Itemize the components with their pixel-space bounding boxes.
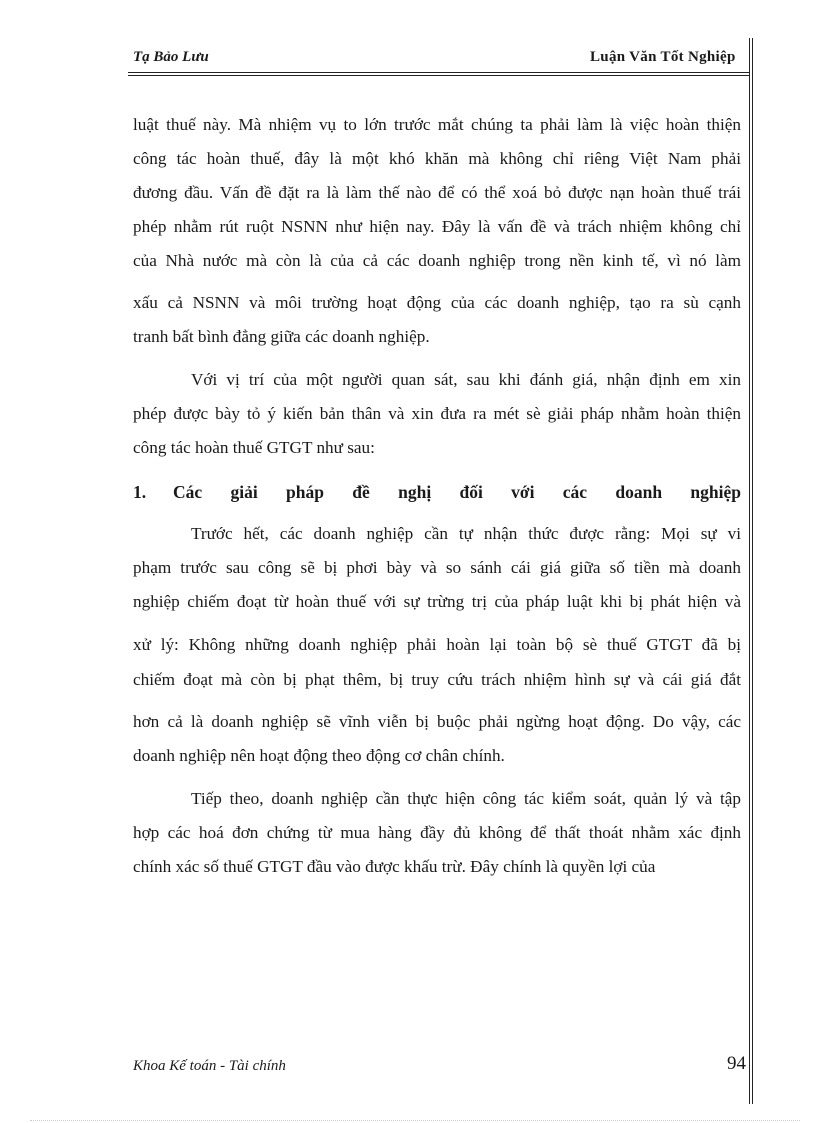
body-line: chính xác số thuế GTGT đầu vào được khấu trừ. Đây chính là quyền lợi của (133, 857, 656, 876)
body-line: phạm trước sau công sẽ bị phơi bày và so sánh cái giá giữa số tiền mà doanh (133, 558, 741, 577)
body-line: hơn cả là doanh nghiệp sẽ vĩnh viễn bị buộc phải ngừng hoạt động. Do vậy, các (133, 712, 741, 731)
body-line: nghiệp chiếm đoạt từ hoàn thuế với sự trừng trị của pháp luật khi bị phát hiện và (133, 592, 741, 611)
page-border-right (749, 38, 753, 1104)
body-line: phép được bày tỏ ý kiến bản thân và xin đưa ra mét sè giải pháp nhằm hoàn thiện (133, 404, 741, 423)
body-line: hợp các hoá đơn chứng từ mua hàng đầy đủ không để thất thoát nhằm xác định (133, 823, 741, 842)
section-number: 1. (133, 482, 147, 502)
section-title: Các giải pháp đề nghị đối với các doanh nghiệp (173, 482, 741, 502)
body-line: công tác hoàn thuế, đây là một khó khăn mà không chỉ riêng Việt Nam phải (133, 149, 741, 168)
body-line: Tiếp theo, doanh nghiệp cần thực hiện công tác kiểm soát, quản lý và tập (191, 789, 741, 808)
body-line: đương đầu. Vấn đề đặt ra là làm thế nào để có thể xoá bỏ được nạn hoàn thuế trái (133, 183, 741, 202)
header-author: Tạ Bảo Lưu (133, 49, 209, 65)
body-line: công tác hoàn thuế GTGT như sau: (133, 438, 375, 457)
body-line: chiếm đoạt mà còn bị phạt thêm, bị truy cứu trách nhiệm hình sự và cái giá đắt (133, 670, 741, 689)
body-line: luật thuế này. Mà nhiệm vụ to lớn trước mắt chúng ta phải làm là việc hoàn thiện (133, 115, 741, 134)
body-line: Với vị trí của một người quan sát, sau khi đánh giá, nhận định em xin (191, 370, 741, 389)
body-line: xử lý: Không những doanh nghiệp phải hoàn lại toàn bộ sè thuế GTGT đã bị (133, 635, 741, 654)
body-line: Trước hết, các doanh nghiệp cần tự nhận thức được rằng: Mọi sự vi (191, 524, 741, 543)
page-number: 94 (727, 1053, 746, 1074)
body-line: phép nhằm rút ruột NSNN như hiện nay. Đây là vấn đề và trách nhiệm không chỉ (133, 217, 741, 236)
footer-department: Khoa Kế toán - Tài chính (133, 1058, 286, 1074)
body-line: doanh nghiệp nên hoạt động theo động cơ chân chính. (133, 746, 505, 765)
body-line: tranh bất bình đẳng giữa các doanh nghiệp. (133, 327, 430, 346)
header-rule (128, 72, 749, 73)
body-line: của Nhà nước mà còn là của cả các doanh nghiệp trong nền kinh tế, vì nó làm (133, 251, 741, 270)
page-border-bottom (30, 1120, 800, 1121)
body-line: xấu cả NSNN và môi trường hoạt động của các doanh nghiệp, tạo ra sù cạnh (133, 293, 741, 312)
header-rule (128, 75, 749, 76)
header-title: Luận Văn Tốt Nghiệp (590, 49, 736, 65)
